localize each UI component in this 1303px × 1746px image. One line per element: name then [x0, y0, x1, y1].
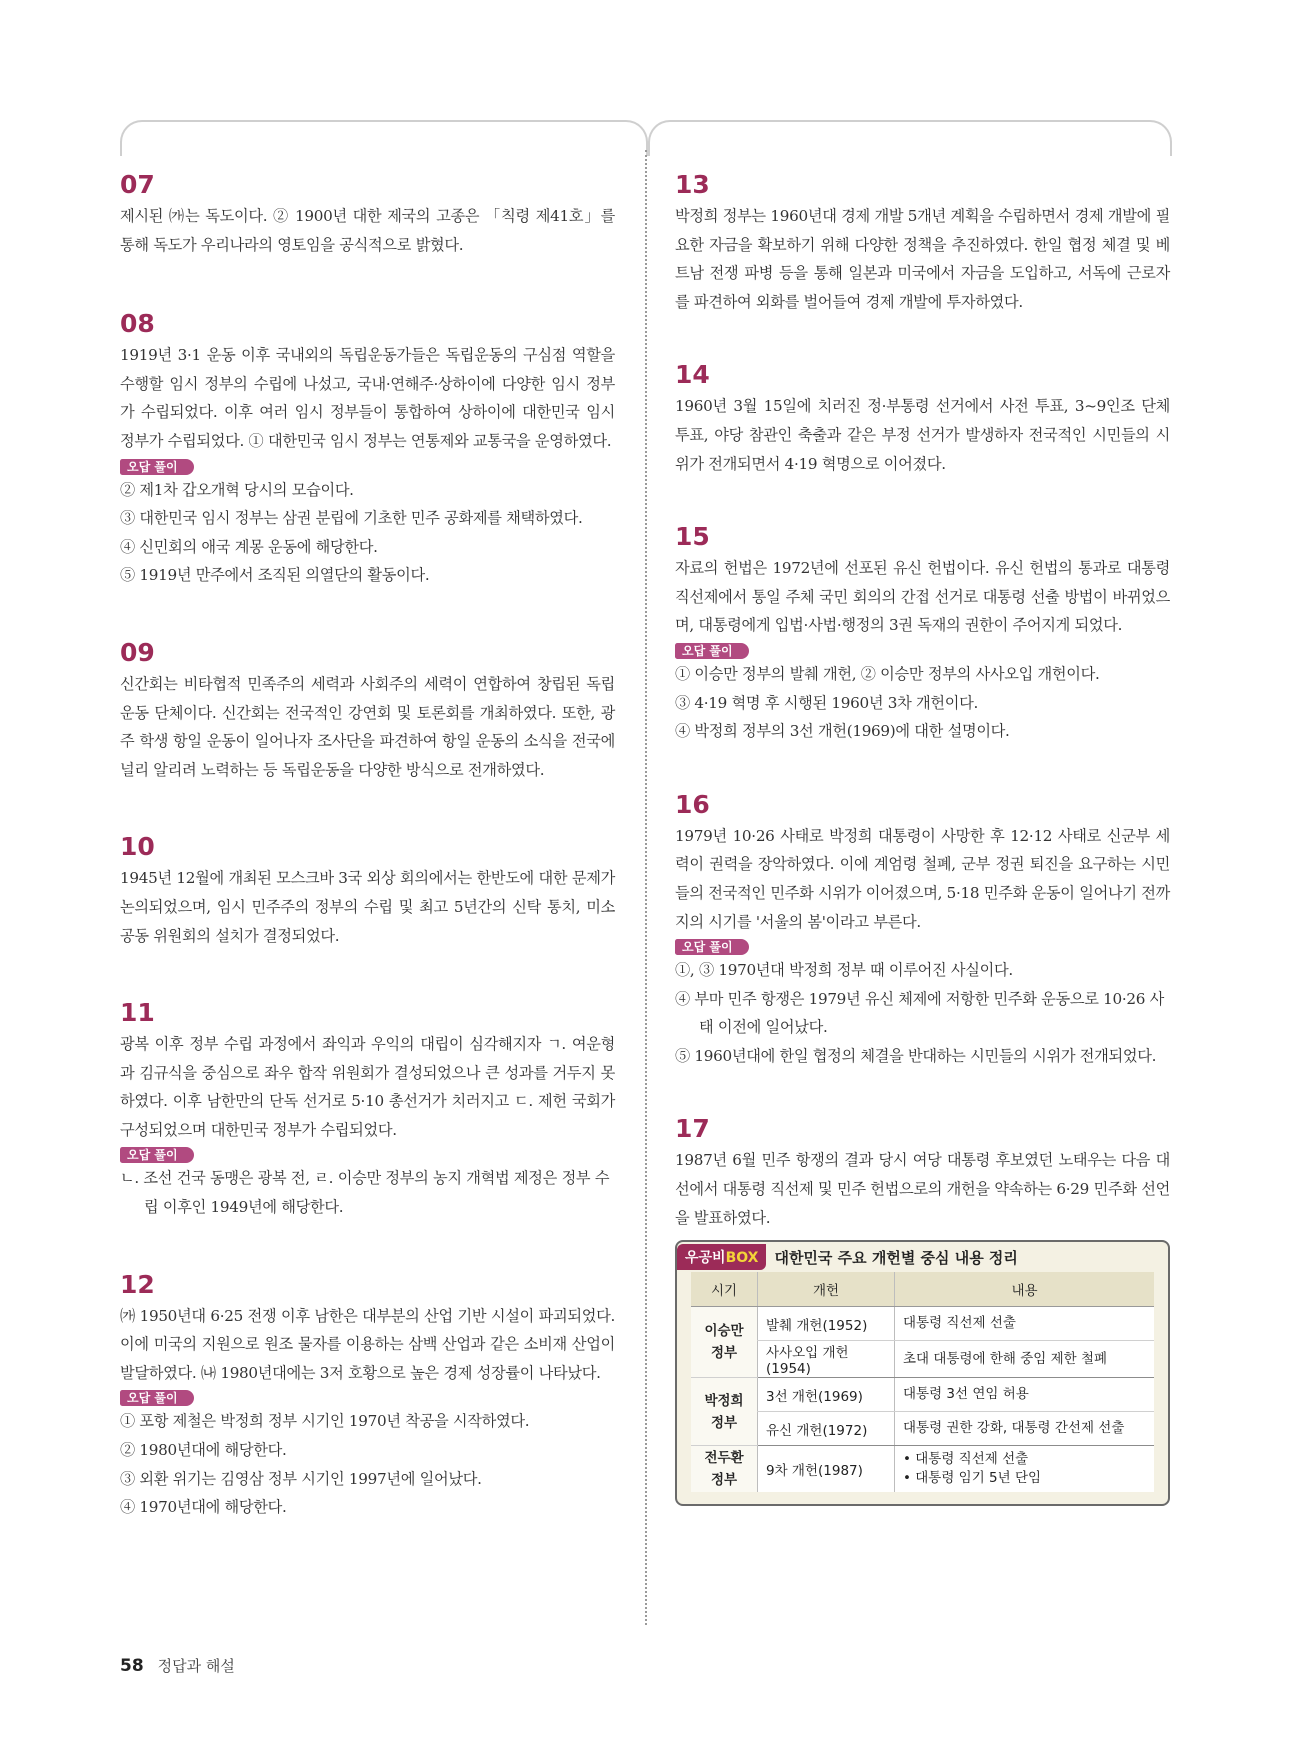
- explanation-text: ㈎ 1950년대 6·25 전쟁 이후 남한은 대부분의 산업 기반 시설이 파괴되었다. 이에 미국의 지원으로 원조 물자를 이용하는 삼백 산업과 같은 소비재 산업이 발달하였다. ㈏ 1980년대에는 3저 호황으로 높은 경제 성장률이 나타났다.: [120, 1306, 615, 1382]
- wrong-answer-badge: 오답 풀이: [120, 1147, 194, 1163]
- question-10: [120, 832, 615, 950]
- era-cell: [691, 1307, 758, 1378]
- box-tag-prefix: 우공비: [685, 1250, 726, 1267]
- era-cell: [691, 1446, 758, 1493]
- question-number: 13: [675, 170, 710, 199]
- content-cell: [895, 1446, 1155, 1493]
- question-07: [120, 170, 615, 259]
- explanation-text: 광복 이후 정부 수립 과정에서 좌익과 우익의 대립이 심각해지자 ㄱ. 여운형과 김규식을 중심으로 좌우 합작 위원회가 결성되었으나 큰 성과를 거두지 못하였다. 이후 남한만의 단독 선거로 5·10 총선거가 치러지고 ㄷ. 제헌 국회가 구성되었으며 대한민국 정부가 수립되었다.: [120, 1035, 615, 1139]
- wrong-answer-item: ② 1980년대에 해당한다.: [120, 1441, 287, 1460]
- content-line: 초대 대통령에 한해 중임 제한 철폐: [903, 1350, 1108, 1367]
- era-cell: [691, 1378, 758, 1446]
- wrong-answer-item: ㄴ. 조선 건국 동맹은 광복 전, ㄹ. 이승만 정부의 농지 개혁법 제정은 정부 수립 이후인 1949년에 해당한다.: [120, 1169, 610, 1217]
- content-line: 대통령 직선제 선출: [903, 1315, 1016, 1332]
- wrong-answer-item: ③ 대한민국 임시 정부는 삼권 분립에 기초한 민주 공화제를 채택하였다.: [120, 509, 583, 528]
- amendment-cell: 발췌 개헌(1952): [758, 1307, 895, 1341]
- wrong-answer-badge: 오답 풀이: [120, 459, 194, 475]
- right-column: [675, 170, 1170, 1506]
- wrong-answer-badge: 오답 풀이: [675, 643, 749, 659]
- left-column: [120, 170, 615, 1522]
- wrong-answer-item: ④ 박정희 정부의 3선 개헌(1969)에 대한 설명이다.: [675, 722, 1010, 741]
- table-row: [691, 1307, 1154, 1341]
- question-number: 10: [120, 832, 155, 862]
- summary-box: [675, 1240, 1170, 1506]
- left-column-frame: [120, 120, 648, 156]
- explanation-text: 1945년 12월에 개최된 모스크바 3국 외상 회의에서는 한반도에 대한 문제가 논의되었으며, 임시 민주주의 정부의 수립 및 최고 5년간의 신탁 통치, 미소 공동 위원회의 설치가 결정되었다.: [120, 869, 615, 945]
- wrong-answer-item: ④ 부마 민주 항쟁은 1979년 유신 체제에 저항한 민주화 운동으로 10·26 사태 이전에 일어났다.: [675, 989, 1165, 1037]
- era-line: 이승만: [704, 1323, 744, 1340]
- content-list: [903, 1350, 1146, 1369]
- wrong-answer-item: ① 이승만 정부의 발췌 개헌, ② 이승만 정부의 사사오입 개헌이다.: [675, 664, 1100, 683]
- content-list: [903, 1450, 1146, 1488]
- explanation-text: 박정희 정부는 1960년대 경제 개발 5개년 계획을 수립하면서 경제 개발에 필요한 자금을 확보하기 위해 다양한 정책을 추진하였다. 한일 협정 체결 및 베트남 전쟁 파병 등을 통해 일본과 미국에서 자금을 도입하고, 서독에 근로자를 파견하여 외화를 벌어들여 경제 개발에 투자하였다.: [675, 207, 1170, 311]
- wrong-answer-item: ① 포항 제철은 박정희 정부 시기인 1970년 착공을 시작하였다.: [120, 1412, 530, 1431]
- page-number: 58: [120, 1656, 144, 1676]
- explanation-text: 1987년 6월 민주 항쟁의 결과 당시 여당 대통령 후보였던 노태우는 다음 대선에서 대통령 직선제 및 민주 헌법으로의 개헌을 약속하는 6·29 민주화 선언을 발표하였다.: [675, 1151, 1170, 1227]
- wrong-answer-item: ⑤ 1919년 만주에서 조직된 의열단의 활동이다.: [120, 566, 430, 585]
- amendment-table-body: [691, 1307, 1154, 1493]
- question-number: 08: [120, 309, 155, 339]
- wrong-answer-item: ③ 외환 위기는 김영삼 정부 시기인 1997년에 일어났다.: [120, 1469, 482, 1488]
- question-13: [675, 170, 1170, 316]
- header-era: 시기: [691, 1272, 758, 1307]
- content-line: 대통령 3선 연임 허용: [903, 1386, 1029, 1403]
- table-row: [691, 1446, 1154, 1493]
- content-cell: [895, 1307, 1155, 1341]
- wrong-answer-item: ④ 신민회의 애국 계몽 운동에 해당한다.: [120, 537, 378, 556]
- wrong-answer-item: ①, ③ 1970년대 박정희 정부 때 이루어진 사실이다.: [675, 961, 1013, 980]
- page-section-label: 정답과 해설: [157, 1657, 235, 1675]
- content-list: [903, 1419, 1146, 1438]
- question-number: 16: [675, 789, 710, 819]
- question-09: [120, 638, 615, 784]
- question-16: [675, 790, 1170, 1071]
- wrong-answer-item: ④ 1970년대에 해당한다.: [120, 1498, 287, 1517]
- question-14: [675, 360, 1170, 478]
- era-line: 전두환: [704, 1450, 744, 1467]
- question-12: [120, 1270, 615, 1522]
- wrong-answer-item: ③ 4·19 혁명 후 시행된 1960년 3차 개헌이다.: [675, 693, 978, 712]
- question-15: [675, 522, 1170, 746]
- right-column-frame: [648, 120, 1172, 156]
- explanation-text: 1960년 3월 15일에 치러진 정·부통령 선거에서 사전 투표, 3~9인조 단체 투표, 야당 참관인 축출과 같은 부정 선거가 발생하자 전국적인 시민들의 시위가 전개되면서 4·19 혁명으로 이어졌다.: [675, 397, 1170, 473]
- wrong-answer-item: ⑤ 1960년대에 한일 협정의 체결을 반대하는 시민들의 시위가 전개되었다.: [675, 1046, 1157, 1065]
- content-line: 대통령 권한 강화, 대통령 간선제 선출: [903, 1420, 1125, 1437]
- right-questions: [675, 170, 1170, 1232]
- amendment-cell: 사사오입 개헌(1954): [758, 1341, 895, 1378]
- era-line: 박정희: [704, 1392, 744, 1409]
- amendment-cell: 3선 개헌(1969): [758, 1378, 895, 1412]
- summary-box-tag: [677, 1244, 766, 1270]
- table-row: [691, 1378, 1154, 1412]
- content-list: [903, 1314, 1146, 1333]
- question-number: 14: [675, 360, 710, 390]
- box-tag-highlight: BOX: [725, 1250, 759, 1267]
- content-line: • 대통령 직선제 선출: [903, 1451, 1029, 1468]
- question-number: 12: [120, 1269, 155, 1299]
- explanation-text: 신간회는 비타협적 민족주의 세력과 사회주의 세력이 연합하여 창립된 독립운동 단체이다. 신간회는 전국적인 강연회 및 토론회를 개최하였다. 또한, 광주 학생 항일 운동이 일어나자 조사단을 파견하여 항일 운동의 소식을 전국에 널리 알리려 노력하는 등 독립운동을 다양한 방식으로 전개하였다.: [120, 674, 615, 779]
- content-cell: [895, 1412, 1155, 1446]
- question-17: [675, 1114, 1170, 1232]
- table-header-row: [691, 1272, 1154, 1307]
- question-11: [120, 998, 615, 1222]
- content-list: [903, 1385, 1146, 1404]
- table-row: [691, 1341, 1154, 1378]
- explanation-text: 제시된 ㈎는 독도이다. ② 1900년 대한 제국의 고종은 「칙령 제41호」를 통해 독도가 우리나라의 영토임을 공식적으로 밝혔다.: [120, 207, 615, 254]
- amendment-cell: 유신 개헌(1972): [758, 1412, 895, 1446]
- wrong-answer-badge: 오답 풀이: [675, 939, 749, 955]
- content-cell: [895, 1341, 1155, 1378]
- amendment-table: [691, 1272, 1154, 1492]
- question-number: 11: [120, 998, 155, 1028]
- explanation-text: 1919년 3·1 운동 이후 국내외의 독립운동가들은 독립운동의 구심점 역할을 수행할 임시 정부의 수립에 나섰고, 국내·연해주·상하이에 다양한 임시 정부가 수립되었다. 이후 여러 임시 정부들이 통합하여 상하이에 대한민국 임시 정부가 수립되었다. ① 대한민국 임시 정부는 연통제와 교통국을 운영하였다.: [120, 346, 615, 450]
- summary-box-header: [677, 1242, 1154, 1272]
- table-row: [691, 1412, 1154, 1446]
- question-number: 17: [675, 1114, 710, 1144]
- wrong-answer-item: ② 제1차 갑오개혁 당시의 모습이다.: [120, 480, 354, 499]
- question-08: [120, 309, 615, 590]
- era-line: 정부: [710, 1472, 738, 1489]
- era-line: 정부: [710, 1345, 738, 1362]
- wrong-answer-badge: 오답 풀이: [120, 1390, 194, 1406]
- amendment-cell: 9차 개헌(1987): [758, 1446, 895, 1493]
- explanation-text: 자료의 헌법은 1972년에 선포된 유신 헌법이다. 유신 헌법의 통과로 대통령 직선제에서 통일 주체 국민 회의의 간접 선거로 대통령 선출 방법이 바뀌었으며, 대통령에게 입법·사법·행정의 3권 독재의 권한이 주어지게 되었다.: [675, 559, 1170, 635]
- content-line: • 대통령 임기 5년 단임: [903, 1470, 1042, 1487]
- column-divider: [645, 150, 647, 1625]
- content-cell: [895, 1378, 1155, 1412]
- summary-box-title: 대한민국 주요 개헌별 중심 내용 정리: [774, 1248, 1018, 1267]
- header-amendment: 개헌: [758, 1272, 895, 1307]
- question-number: 09: [120, 637, 155, 667]
- question-number: 07: [120, 170, 155, 199]
- explanation-text: 1979년 10·26 사태로 박정희 대통령이 사망한 후 12·12 사태로 신군부 세력이 권력을 장악하였다. 이에 계엄령 철폐, 군부 정권 퇴진을 요구하는 시민들의 전국적인 민주화 시위가 이어졌으며, 5·18 민주화 운동이 일어나기 전까지의 시기를 '서울의 봄'이라고 부른다.: [675, 826, 1170, 931]
- page-footer: [120, 1655, 235, 1676]
- era-line: 정부: [710, 1414, 738, 1431]
- question-number: 15: [675, 522, 710, 552]
- header-content: 내용: [895, 1272, 1155, 1307]
